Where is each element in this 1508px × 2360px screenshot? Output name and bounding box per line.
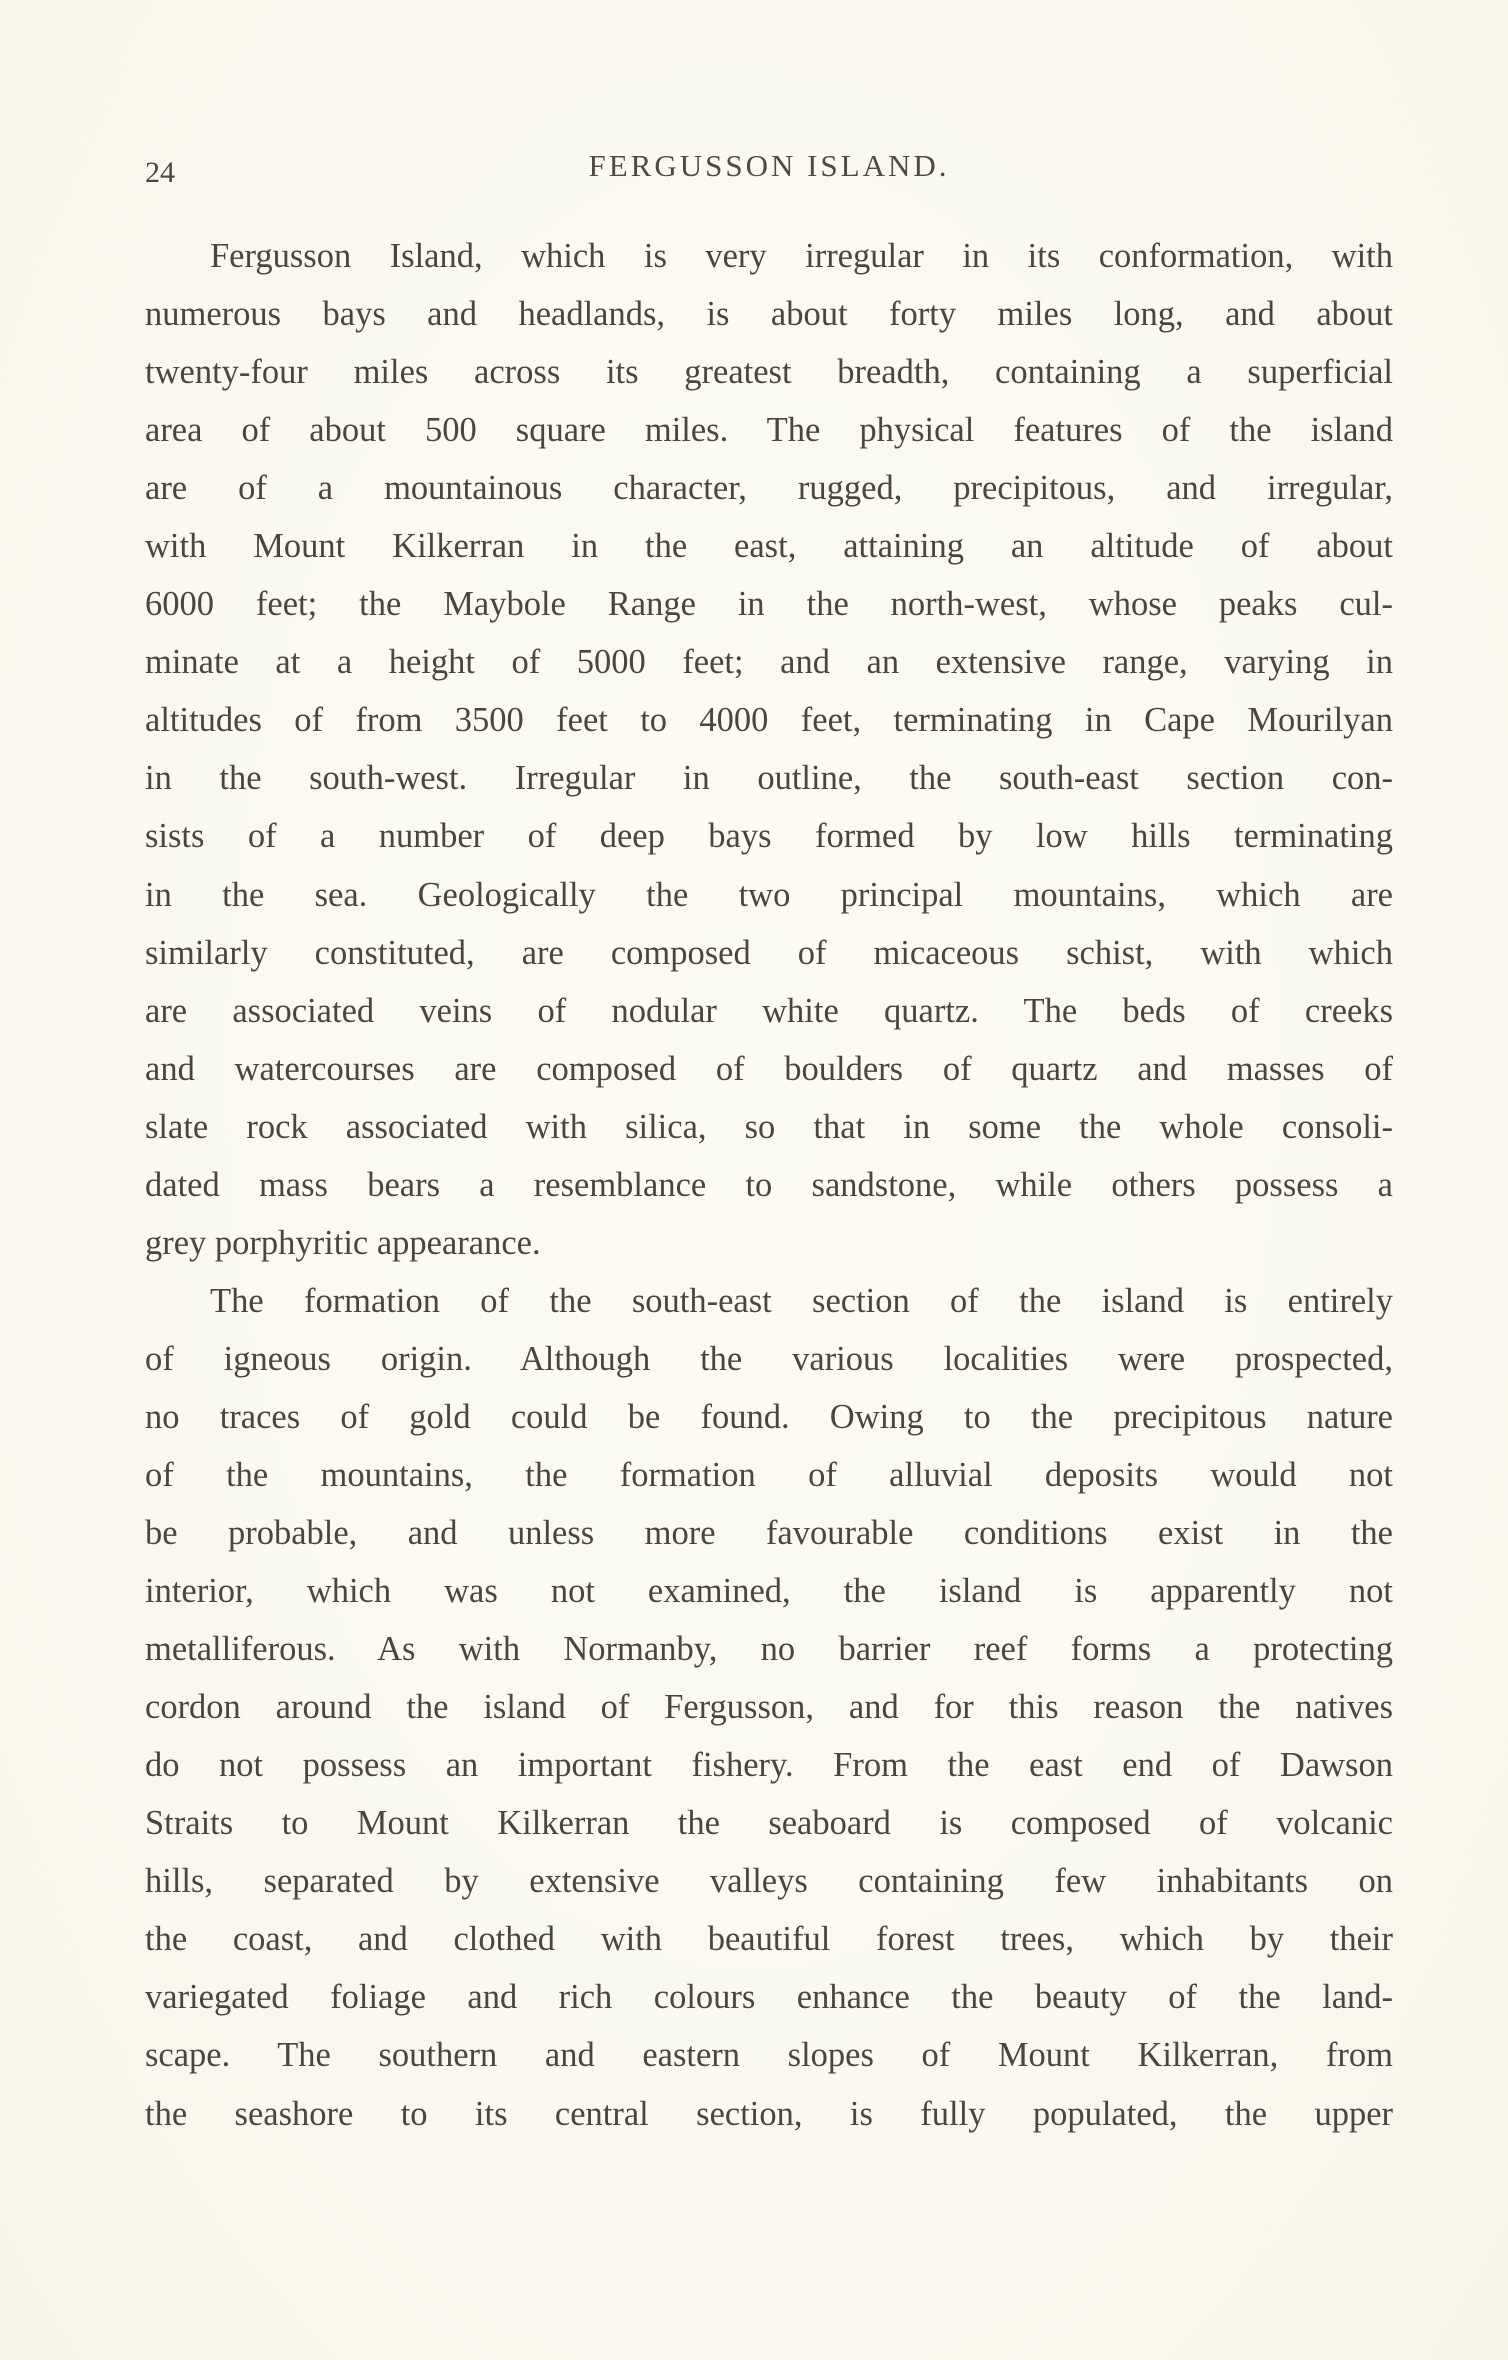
text-line: numerous bays and headlands, is about forty miles long, and about xyxy=(145,295,1393,334)
text-line: grey porphyritic appearance. xyxy=(145,1223,541,1262)
text-line: hills, separated by extensive valleys containing few inhabitants on xyxy=(145,1862,1393,1901)
text-line: scape. The southern and eastern slopes of Mount Kilkerran, from xyxy=(145,2036,1393,2075)
text-line: the coast, and clothed with beautiful forest trees, which by their xyxy=(145,1920,1393,1959)
text-line: The formation of the south-east section of the island is entirely xyxy=(210,1281,1393,1320)
text-line: are associated veins of nodular white quartz. The beds of creeks xyxy=(145,991,1393,1030)
running-title: FERGUSSON ISLAND. xyxy=(588,148,950,183)
text-line: with Mount Kilkerran in the east, attaining an altitude of about xyxy=(145,527,1393,566)
text-line: twenty-four miles across its greatest breadth, containing a superficial xyxy=(145,353,1393,392)
text-line: cordon around the island of Fergusson, and for this reason the natives xyxy=(145,1688,1393,1727)
text-line: dated mass bears a resemblance to sandstone, while others possess a xyxy=(145,1165,1393,1204)
text-line: are of a mountainous character, rugged, precipitous, and irregular, xyxy=(145,469,1393,508)
text-line: and watercourses are composed of boulders of quartz and masses of xyxy=(145,1049,1393,1088)
text-line: similarly constituted, are composed of micaceous schist, with which xyxy=(145,933,1393,972)
text-line: variegated foliage and rich colours enhance the beauty of the land- xyxy=(145,1978,1393,2017)
text-line: in the south-west. Irregular in outline, the south-east section con- xyxy=(145,759,1393,798)
running-head xyxy=(145,148,1393,188)
text-line: sists of a number of deep bays formed by low hills terminating xyxy=(145,817,1393,856)
text-line: be probable, and unless more favourable conditions exist in the xyxy=(145,1514,1393,1553)
text-line: do not possess an important fishery. From the east end of Dawson xyxy=(145,1746,1393,1785)
text-line: metalliferous. As with Normanby, no barrier reef forms a protecting xyxy=(145,1630,1393,1669)
text-line: in the sea. Geologically the two principal mountains, which are xyxy=(145,875,1393,914)
text-line: slate rock associated with silica, so that in some the whole consoli- xyxy=(145,1107,1393,1146)
body-text xyxy=(145,227,1393,2143)
text-line: Fergusson Island, which is very irregular in its conformation, with xyxy=(210,237,1393,275)
text-line: the seashore to its central section, is fully populated, the upper xyxy=(145,2094,1393,2133)
text-line: Straits to Mount Kilkerran the seaboard is composed of volcanic xyxy=(145,1804,1393,1843)
text-line: no traces of gold could be found. Owing to the precipitous nature xyxy=(145,1397,1393,1436)
text-line: of igneous origin. Although the various localities were prospected, xyxy=(145,1339,1393,1378)
text-line: interior, which was not examined, the island is apparently not xyxy=(145,1572,1393,1611)
text-line: minate at a height of 5000 feet; and an extensive range, varying in xyxy=(145,643,1393,682)
text-line: 6000 feet; the Maybole Range in the north-west, whose peaks cul- xyxy=(145,585,1393,624)
text-line: altitudes of from 3500 feet to 4000 feet, terminating in Cape Mourilyan xyxy=(145,701,1393,740)
text-line: area of about 500 square miles. The physical features of the island xyxy=(145,411,1393,450)
paragraph-1 xyxy=(145,227,1393,1272)
paragraph-2 xyxy=(145,1272,1393,2143)
text-line: of the mountains, the formation of alluvial deposits would not xyxy=(145,1455,1393,1494)
page-number: 24 xyxy=(145,156,175,189)
